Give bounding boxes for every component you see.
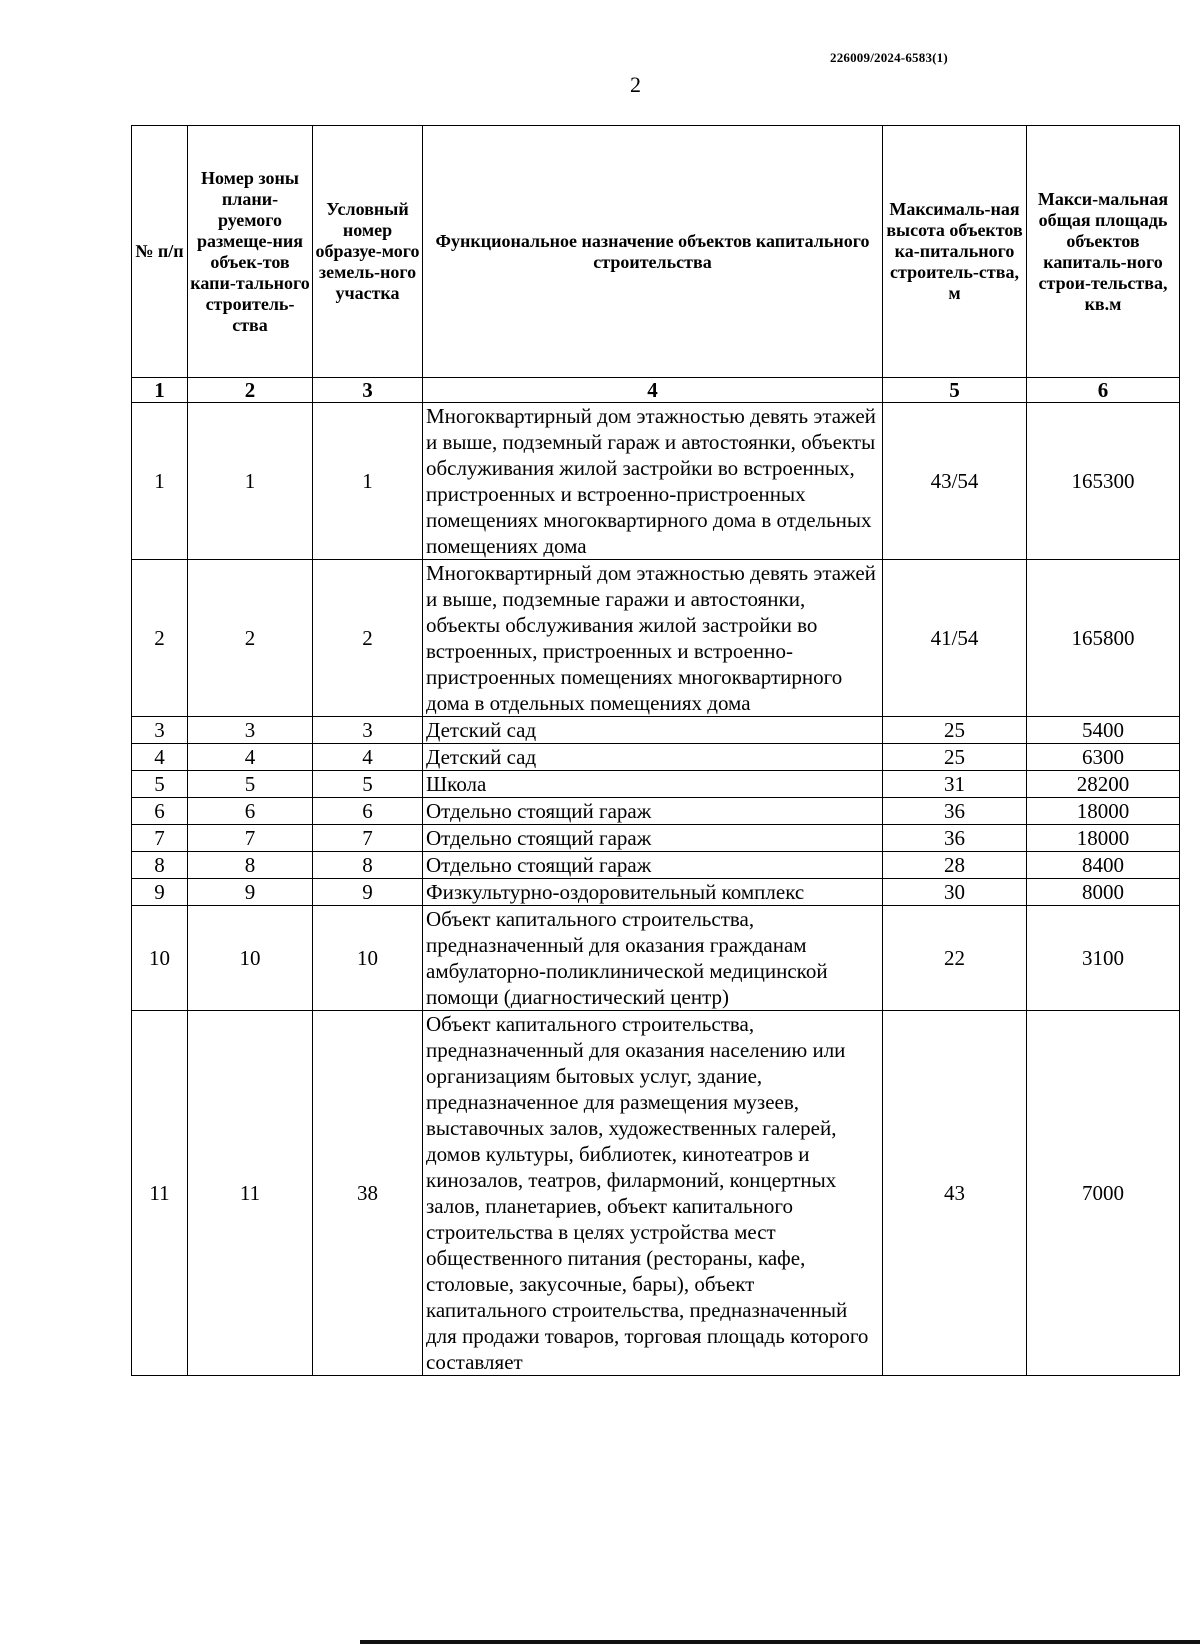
table-row (132, 717, 1180, 744)
table-row (132, 798, 1180, 825)
plot-number: 7 (313, 825, 423, 852)
row-number: 1 (132, 403, 188, 560)
max-area: 7000 (1027, 1011, 1180, 1376)
functional-purpose: Многоквартирный дом этажностью девять этажей и выше, подземные гаражи и автостоянки, объекты обслуживания жилой застройки во встроенных, пристроенных и встроенно-пристроенных помещениях многоквартирного дома в отдельных помещениях дома (423, 560, 883, 717)
header-zone-number: Номер зоны плани-руемого размеще-ния объек-тов капи-тального строитель-ства (188, 126, 313, 378)
table-row (132, 1011, 1180, 1376)
table-row (132, 403, 1180, 560)
max-height: 36 (883, 825, 1027, 852)
functional-purpose: Детский сад (423, 717, 883, 744)
row-number: 5 (132, 771, 188, 798)
document-registration-number: 226009/2024-6583(1) (830, 50, 948, 65)
row-number: 11 (132, 1011, 188, 1376)
max-height: 25 (883, 717, 1027, 744)
max-height: 43/54 (883, 403, 1027, 560)
max-height: 25 (883, 744, 1027, 771)
zone-number: 9 (188, 879, 313, 906)
header-plot-number: Условный номер образуе-мого земель-ного участка (313, 126, 423, 378)
column-number: 6 (1027, 378, 1180, 403)
table-row (132, 879, 1180, 906)
zone-number: 1 (188, 403, 313, 560)
table-row (132, 771, 1180, 798)
plot-number: 8 (313, 852, 423, 879)
table-row (132, 906, 1180, 1011)
zone-number: 3 (188, 717, 313, 744)
functional-purpose: Детский сад (423, 744, 883, 771)
functional-purpose: Отдельно стоящий гараж (423, 852, 883, 879)
max-area: 18000 (1027, 825, 1180, 852)
plot-number: 3 (313, 717, 423, 744)
functional-purpose: Отдельно стоящий гараж (423, 798, 883, 825)
functional-purpose: Объект капитального строительства, предназначенный для оказания гражданам амбулаторно-поликлинической медицинской помощи (диагностический центр) (423, 906, 883, 1011)
table-row (132, 744, 1180, 771)
max-height: 22 (883, 906, 1027, 1011)
functional-purpose: Физкультурно-оздоровительный комплекс (423, 879, 883, 906)
functional-purpose: Школа (423, 771, 883, 798)
plot-number: 6 (313, 798, 423, 825)
zone-number: 7 (188, 825, 313, 852)
header-max-area: Макси-мальная общая площадь объектов капиталь-ного строи-тельства, кв.м (1027, 126, 1180, 378)
max-height: 31 (883, 771, 1027, 798)
max-height: 41/54 (883, 560, 1027, 717)
header-functional-purpose: Функциональное назначение объектов капитального строительства (423, 126, 883, 378)
plot-number: 10 (313, 906, 423, 1011)
page-number: 2 (630, 72, 641, 97)
row-number: 7 (132, 825, 188, 852)
zone-number: 11 (188, 1011, 313, 1376)
plot-number: 4 (313, 744, 423, 771)
column-number-row (132, 378, 1180, 403)
zone-number: 2 (188, 560, 313, 717)
row-number: 9 (132, 879, 188, 906)
max-area: 8000 (1027, 879, 1180, 906)
column-number: 2 (188, 378, 313, 403)
functional-purpose: Многоквартирный дом этажностью девять этажей и выше, подземный гараж и автостоянки, объекты обслуживания жилой застройки во встроенных, пристроенных и встроенно-пристроенных помещениях многоквартирного дома в отдельных помещениях дома (423, 403, 883, 560)
row-number: 8 (132, 852, 188, 879)
max-area: 165300 (1027, 403, 1180, 560)
max-area: 165800 (1027, 560, 1180, 717)
max-area: 6300 (1027, 744, 1180, 771)
max-area: 5400 (1027, 717, 1180, 744)
plot-number: 9 (313, 879, 423, 906)
max-area: 28200 (1027, 771, 1180, 798)
plot-number: 2 (313, 560, 423, 717)
row-number: 4 (132, 744, 188, 771)
table-row (132, 852, 1180, 879)
table-row (132, 825, 1180, 852)
row-number: 10 (132, 906, 188, 1011)
row-number: 6 (132, 798, 188, 825)
max-height: 30 (883, 879, 1027, 906)
plot-number: 1 (313, 403, 423, 560)
plot-number: 5 (313, 771, 423, 798)
zone-number: 10 (188, 906, 313, 1011)
zone-number: 8 (188, 852, 313, 879)
functional-purpose: Отдельно стоящий гараж (423, 825, 883, 852)
max-height: 36 (883, 798, 1027, 825)
zone-number: 4 (188, 744, 313, 771)
column-number: 1 (132, 378, 188, 403)
functional-purpose: Объект капитального строительства, предназначенный для оказания населению или организациям бытовых услуг, здание, предназначенное для размещения музеев, выставочных залов, художественных галерей, домов культуры, библиотек, кинотеатров и кинозалов, театров, филармоний, концертных залов, планетариев, объект капитального строительства в целях устройства мест общественного питания (рестораны, кафе, столовые, закусочные, бары), объект капитального строительства, предназначенный для продажи товаров, торговая площадь которого составляет (423, 1011, 883, 1376)
row-number: 2 (132, 560, 188, 717)
header-row-number: № п/п (132, 126, 188, 378)
max-height: 43 (883, 1011, 1027, 1376)
column-number: 4 (423, 378, 883, 403)
column-number: 3 (313, 378, 423, 403)
max-area: 8400 (1027, 852, 1180, 879)
capital-construction-table (131, 125, 1180, 1376)
zone-number: 5 (188, 771, 313, 798)
page-bottom-rule (360, 1640, 1200, 1644)
zone-number: 6 (188, 798, 313, 825)
table-header-row (132, 126, 1180, 378)
max-area: 3100 (1027, 906, 1180, 1011)
column-number: 5 (883, 378, 1027, 403)
plot-number: 38 (313, 1011, 423, 1376)
max-area: 18000 (1027, 798, 1180, 825)
header-max-height: Максималь-ная высота объектов ка-питального строитель-ства, м (883, 126, 1027, 378)
table-row (132, 560, 1180, 717)
max-height: 28 (883, 852, 1027, 879)
row-number: 3 (132, 717, 188, 744)
